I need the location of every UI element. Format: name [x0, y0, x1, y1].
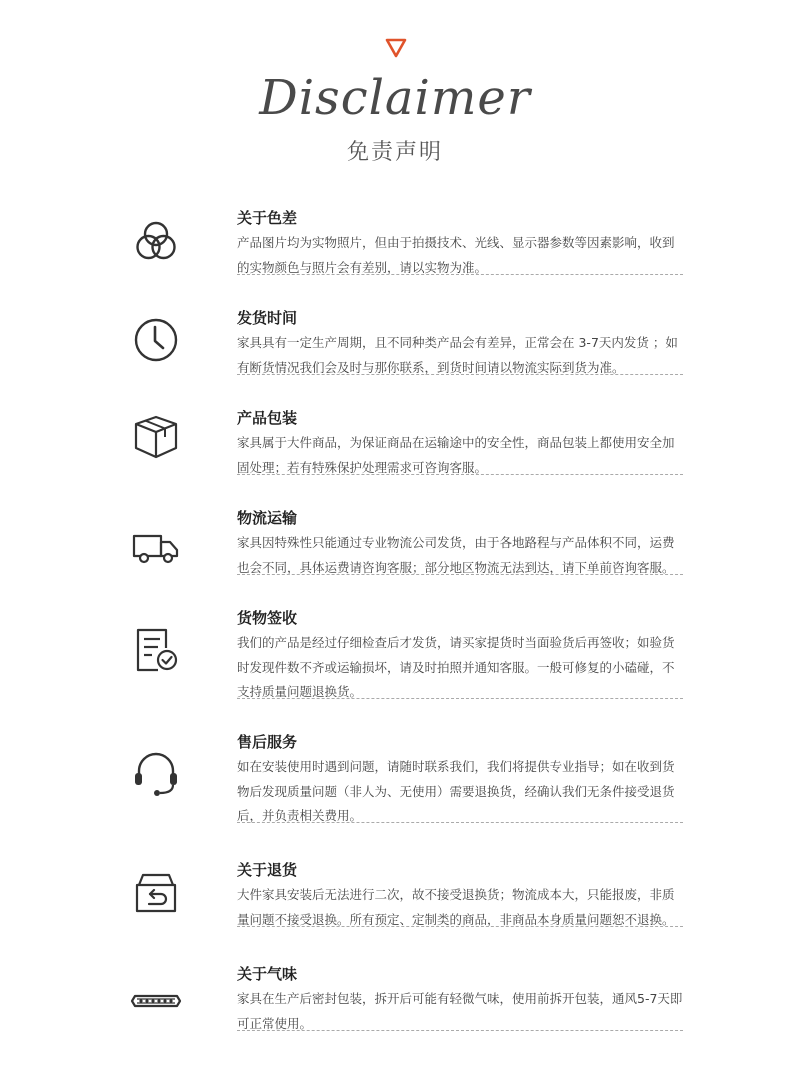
section-title: 发货时间	[237, 309, 298, 327]
divider	[237, 1030, 683, 1031]
clock-icon	[130, 314, 182, 366]
section-body: 家具因特殊性只能通过专业物流公司发货，由于各地路程与产品体积不同，运费也会不同，具体运费请咨询客服；部分地区物流无法到达，请下单前咨询客服。	[237, 535, 675, 575]
header	[0, 0, 790, 180]
section-body: 产品图片均为实物照片，但由于拍摄技术、光线、显示器参数等因素影响，收到的实物颜色与照片会有差别，请以实物为准。	[237, 235, 675, 275]
divider	[237, 574, 683, 575]
divider	[237, 274, 683, 275]
vent-icon	[130, 975, 182, 1027]
section-title: 产品包装	[237, 409, 298, 427]
down-triangle-icon	[385, 38, 407, 58]
return-box-icon	[130, 867, 182, 919]
section-title: 物流运输	[237, 509, 298, 527]
section-body: 大件家具安装后无法进行二次，故不接受退换货；物流成本大，只能报废，非质量问题不接受退换。所有预定、定制类的商品，非商品本身质量问题恕不退换。	[237, 887, 675, 927]
divider	[237, 474, 683, 475]
page-title: Disclaimer	[259, 70, 531, 126]
section-body: 我们的产品是经过仔细检查后才发货，请买家提货时当面验货后再签收；如验货时发现件数不齐或运输损坏，请及时拍照并通知客服。一般可修复的小磕碰，不支持质量问题退换货。	[237, 635, 675, 699]
section-body: 如在安装使用时遇到问题，请随时联系我们，我们将提供专业指导；如在收到货物后发现质量问题（非人为、无使用）需要退换货，经确认我们无条件接受退货后，并负责相关费用。	[237, 759, 675, 823]
section-body: 家具在生产后密封包装，拆开后可能有轻微气味，使用前拆开包装，通风5-7天即可正常使用。	[237, 991, 683, 1031]
section-title: 关于色差	[237, 209, 298, 227]
headset-icon	[130, 748, 182, 800]
section-body: 家具具有一定生产周期，且不同种类产品会有差异，正常会在 3-7天内发货 ；如有断货情况我们会及时与那你联系，到货时间请以物流实际到货为准。	[237, 335, 678, 375]
package-box-icon	[130, 411, 182, 463]
divider	[237, 698, 683, 699]
section-title: 售后服务	[237, 733, 298, 751]
divider	[237, 926, 683, 927]
section-title: 关于气味	[237, 965, 298, 983]
divider	[237, 374, 683, 375]
color-circles-icon	[130, 215, 182, 267]
section-body: 家具属于大件商品，为保证商品在运输途中的安全性，商品包装上都使用安全加固处理；若有特殊保护处理需求可咨询客服。	[237, 435, 675, 475]
section-title: 货物签收	[237, 609, 298, 627]
delivery-truck-icon	[130, 523, 182, 575]
divider	[237, 822, 683, 823]
section-title: 关于退货	[237, 861, 298, 879]
checklist-icon	[130, 624, 182, 676]
page-subtitle: 免责声明	[346, 140, 443, 165]
